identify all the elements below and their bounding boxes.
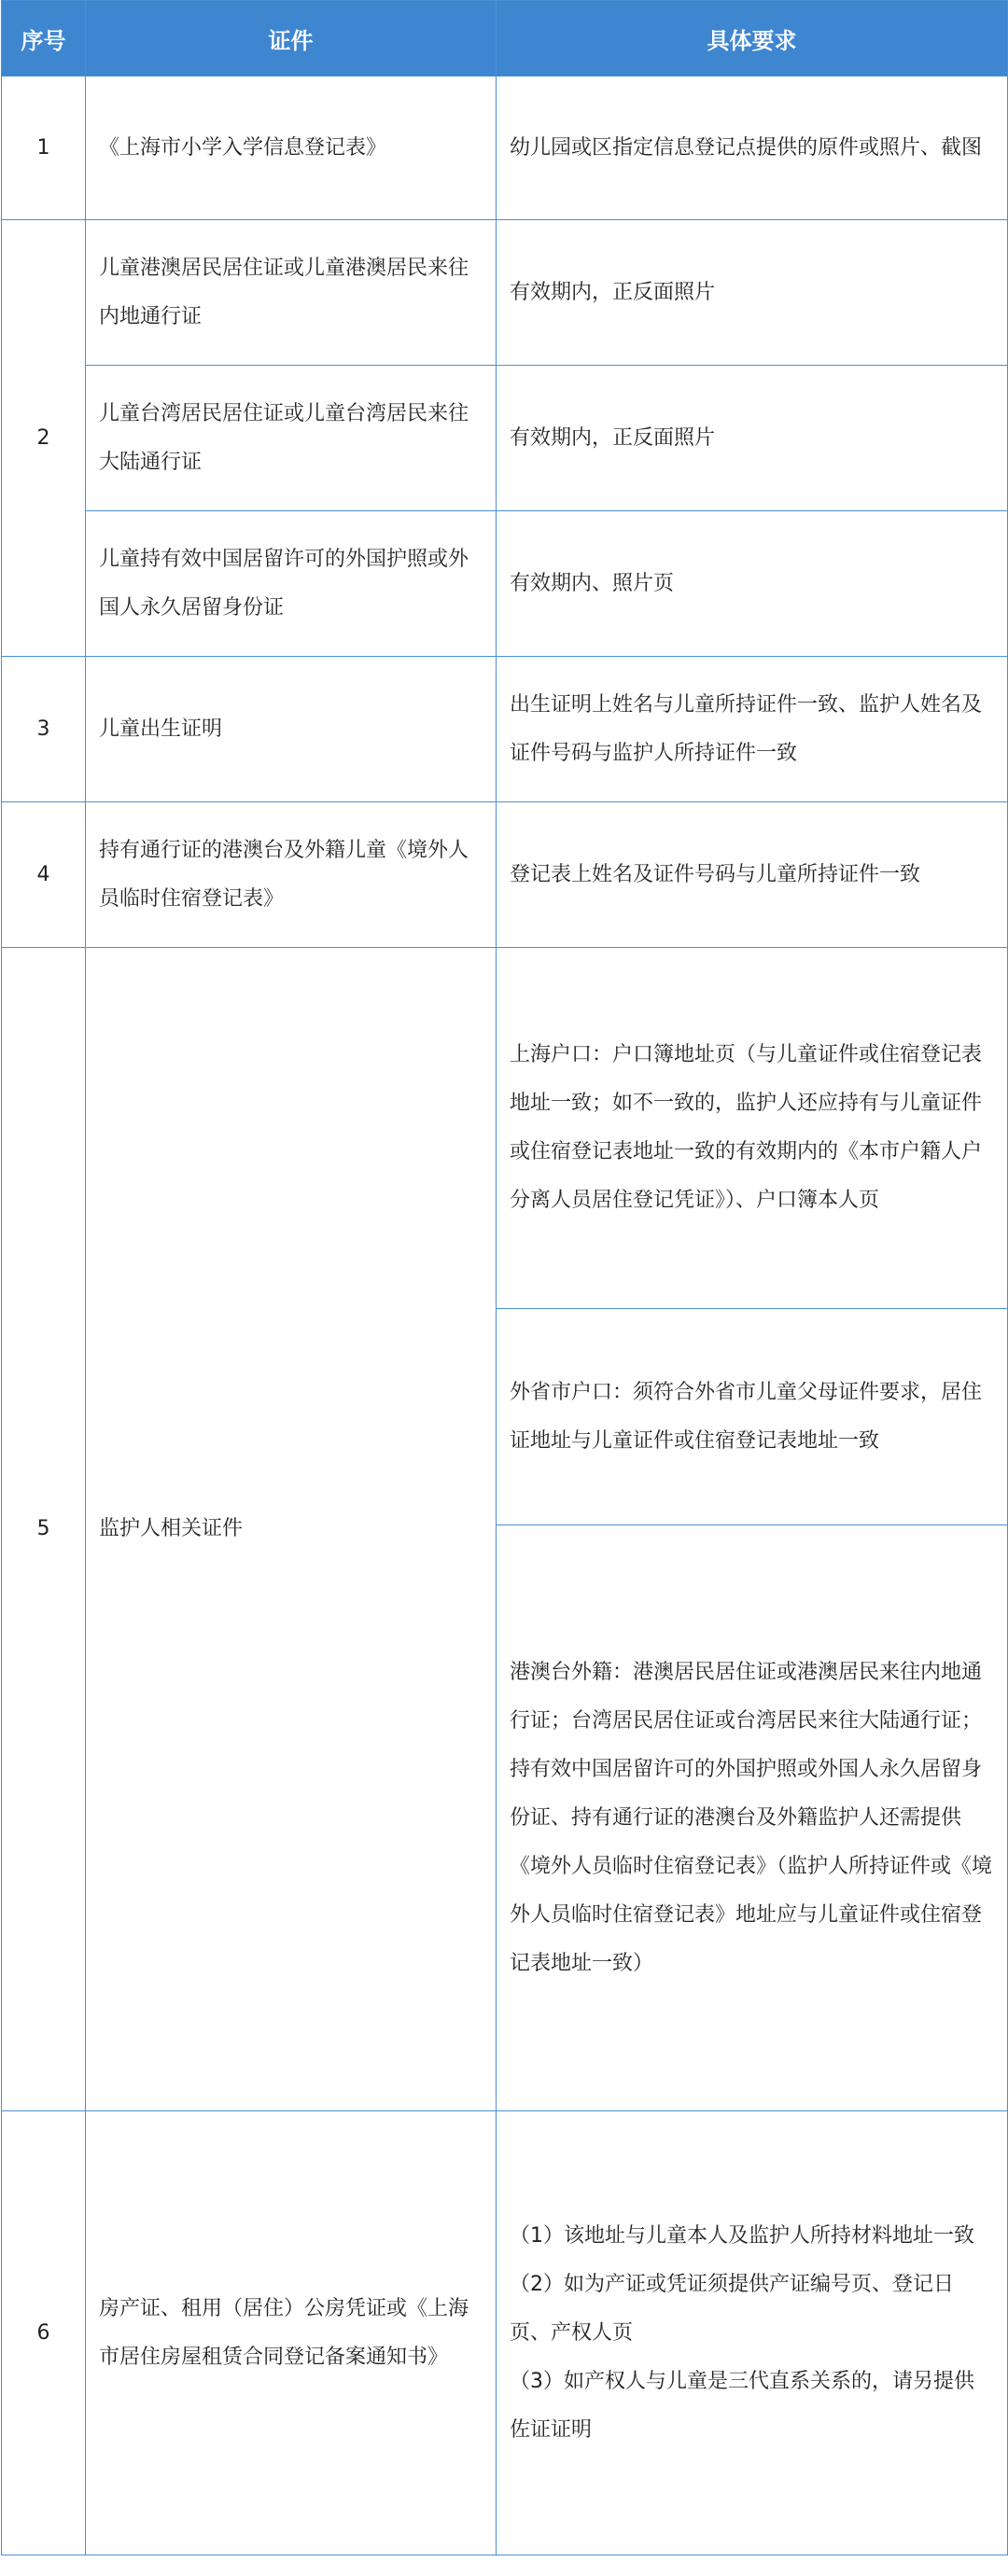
row-seq: 3 [2, 657, 86, 802]
row-req: 幼儿园或区指定信息登记点提供的原件或照片、截图 [497, 77, 1008, 220]
row-req: 有效期内，正反面照片 [497, 366, 1008, 511]
row-seq: 2 [2, 220, 86, 657]
header-req: 具体要求 [497, 1, 1008, 77]
table-row [2, 657, 1008, 802]
row-cert: 儿童出生证明 [86, 657, 497, 802]
table-row [2, 220, 1008, 366]
header-seq: 序号 [2, 1, 86, 77]
row-cert: 儿童港澳居民居住证或儿童港澳居民来往内地通行证 [86, 220, 497, 366]
row-req: 登记表上姓名及证件号码与儿童所持证件一致 [497, 802, 1008, 948]
row-seq: 1 [2, 77, 86, 220]
table-row [2, 802, 1008, 948]
row-cert: 儿童台湾居民居住证或儿童台湾居民来往大陆通行证 [86, 366, 497, 511]
row-req: 港澳台外籍：港澳居民居住证或港澳居民来往内地通行证；台湾居民居住证或台湾居民来往大陆通行证；持有效中国居留许可的外国护照或外国人永久居留身份证、持有通行证的港澳台及外籍监护人还需提供《境外人员临时住宿登记表》（监护人所持证件或《境外人员临时住宿登记表》地址应与儿童证件或住宿登记表地址一致） [497, 1525, 1008, 2111]
table-row [2, 948, 1008, 1309]
req-item: （3）如产权人与儿童是三代直系关系的，请另提供佐证证明 [510, 2369, 974, 2442]
row-req: 出生证明上姓名与儿童所持证件一致、监护人姓名及证件号码与监护人所持证件一致 [497, 657, 1008, 802]
requirements-table [1, 0, 1008, 2555]
row-req: 外省市户口：须符合外省市儿童父母证件要求，居住证地址与儿童证件或住宿登记表地址一致 [497, 1309, 1008, 1525]
req-item: （1）该地址与儿童本人及监护人所持材料地址一致 [510, 2223, 974, 2248]
table-header-row [2, 1, 1008, 77]
table-row [2, 77, 1008, 220]
row-cert: 儿童持有效中国居留许可的外国护照或外国人永久居留身份证 [86, 511, 497, 657]
row-seq: 4 [2, 802, 86, 948]
row-req [497, 2111, 1008, 2555]
row-seq: 5 [2, 948, 86, 2111]
table-row [2, 2111, 1008, 2555]
row-req: 有效期内，正反面照片 [497, 220, 1008, 366]
row-cert: 持有通行证的港澳台及外籍儿童《境外人员临时住宿登记表》 [86, 802, 497, 948]
row-req: 上海户口：户口簿地址页（与儿童证件或住宿登记表地址一致；如不一致的，监护人还应持有与儿童证件或住宿登记表地址一致的有效期内的《本市户籍人户分离人员居住登记凭证》）、户口簿本人页 [497, 948, 1008, 1309]
table-row [2, 366, 1008, 511]
req-item: （2）如为产证或凭证须提供产证编号页、登记日页、产权人页 [510, 2272, 954, 2345]
row-seq: 6 [2, 2111, 86, 2555]
row-cert: 《上海市小学入学信息登记表》 [86, 77, 497, 220]
row-cert: 房产证、租用（居住）公房凭证或《上海市居住房屋租赁合同登记备案通知书》 [86, 2111, 497, 2555]
header-cert: 证件 [86, 1, 497, 77]
table-row [2, 511, 1008, 657]
row-cert: 监护人相关证件 [86, 948, 497, 2111]
row-req: 有效期内、照片页 [497, 511, 1008, 657]
